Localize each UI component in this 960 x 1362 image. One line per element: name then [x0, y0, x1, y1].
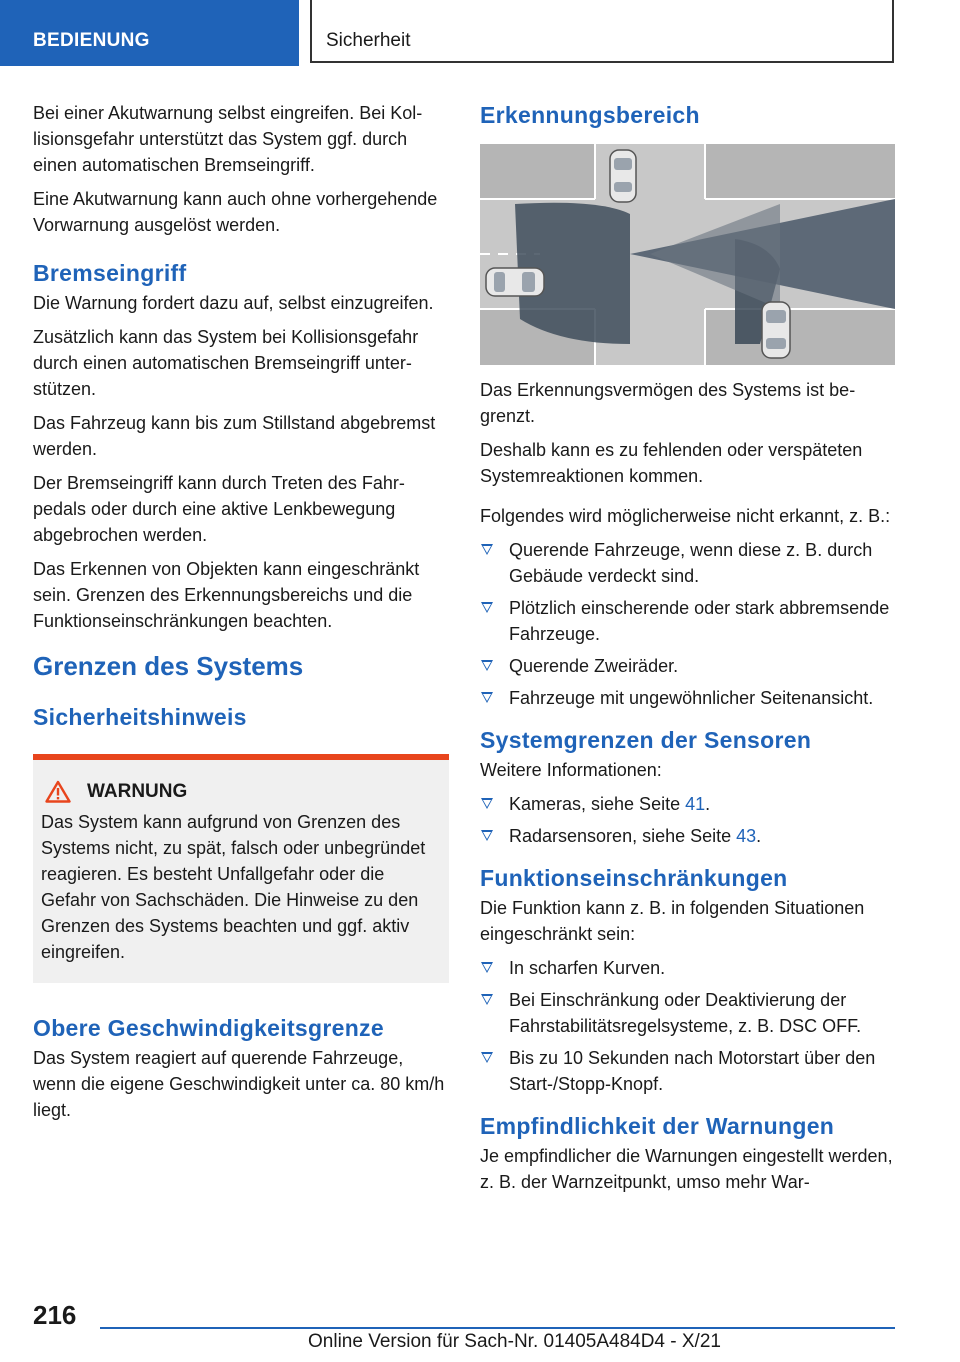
- triangle-bullet-icon: [481, 602, 493, 613]
- not-detected-list: [480, 537, 898, 711]
- list-item: Plötzlich einscherende oder stark abbremsende Fahrzeuge.: [480, 595, 898, 647]
- detection-paragraph: Das Erkennungsvermögen des Systems ist begrenzt.: [480, 380, 856, 426]
- left-column: [33, 100, 449, 1131]
- section-heading-sensoren: Systemgrenzen der Sensoren: [480, 727, 812, 753]
- triangle-bullet-icon: [481, 544, 493, 555]
- brake-paragraph: Zusätzlich kann das System bei Kollisionsgefahr durch einen automatischen Bremseingriff unterstützen.: [33, 327, 419, 399]
- right-column: [480, 100, 898, 1203]
- list-item: Querende Zweiräder.: [480, 653, 898, 679]
- list-item: Bis zu 10 Sekunden nach Motorstart über den Start-/Stopp-Knopf.: [480, 1045, 898, 1097]
- detection-paragraph: Deshalb kann es zu fehlenden oder verspäteten Systemreaktionen kommen.: [480, 440, 863, 486]
- triangle-bullet-icon: [481, 962, 493, 973]
- brake-paragraph: Der Bremseingriff kann durch Treten des Fahrpedals oder durch eine aktive Lenkbewegung abgebrochen werden.: [33, 473, 405, 545]
- page-link-kameras[interactable]: 41: [685, 794, 706, 814]
- triangle-bullet-icon: [481, 994, 493, 1005]
- list-item: Kameras, siehe Seite 41.: [480, 791, 898, 817]
- page-number: 216: [33, 1300, 77, 1330]
- sensitivity-paragraph: Je empfindlicher die Warnungen eingestellt werden, z. B. der Warnzeitpunkt, umso mehr War-: [480, 1146, 893, 1192]
- brake-paragraph: Die Warnung fordert dazu auf, selbst einzugreifen.: [33, 293, 434, 313]
- brake-paragraph: Das Erkennen von Objekten kann eingeschränkt sein. Grenzen des Erkennungsbereichs und die Funktionseinschränkungen beachten.: [33, 559, 420, 631]
- func-list: [480, 955, 898, 1097]
- list-item: Bei Einschränkung oder Deaktivierung der Fahrstabilitätsregelsysteme, z. B. DSC OFF.: [480, 987, 898, 1039]
- list-item: Fahrzeuge mit ungewöhnlicher Seitenansicht.: [480, 685, 898, 711]
- detection-area-illustration: [480, 144, 895, 365]
- triangle-bullet-icon: [481, 660, 493, 671]
- warning-text: Das System kann aufgrund von Grenzen des Systems nicht, zu spät, falsch oder unbegründet reagieren. Es besteht Unfallgefahr oder die Gefahr von Sachschäden. Die Hinweise zu den Grenzen des Systems beachten und ggf. aktiv eingreifen.: [41, 812, 426, 962]
- footer-divider: [100, 1327, 895, 1329]
- header-section-label: BEDIENUNG: [33, 30, 150, 51]
- header-chapter-label: Sicherheit: [326, 30, 411, 51]
- triangle-bullet-icon: [481, 692, 493, 703]
- warning-box: [33, 754, 449, 983]
- page-link-radarsensoren[interactable]: 43: [736, 826, 757, 846]
- header-section-tab: [0, 0, 299, 66]
- section-heading-grenzen: Grenzen des Systems: [33, 651, 304, 681]
- func-intro: Die Funktion kann z. B. in folgenden Situationen eingeschränkt sein:: [480, 898, 865, 944]
- triangle-bullet-icon: [481, 1052, 493, 1063]
- brake-paragraph: Das Fahrzeug kann bis zum Stillstand abgebremst werden.: [33, 413, 436, 459]
- section-heading-bremseingriff: Bremseingriff: [33, 260, 187, 286]
- footer-online-version: Online Version für Sach-Nr. 01405A484D4 - X/21: [308, 1331, 721, 1352]
- section-heading-erkennungsbereich: Erkennungsbereich: [480, 102, 700, 128]
- list-item: Radarsensoren, siehe Seite 43.: [480, 823, 898, 849]
- car-top: [610, 150, 636, 202]
- detection-paragraph: Folgendes wird möglicherweise nicht erkannt, z. B.:: [480, 506, 891, 526]
- sensor-intro: Weitere Informationen:: [480, 760, 662, 780]
- car-own: [762, 302, 790, 358]
- section-heading-sicherheitshinweis: Sicherheitshinweis: [33, 704, 247, 730]
- section-heading-funktionseinschraenkungen: Funktionseinschränkungen: [480, 865, 788, 891]
- list-item: In scharfen Kurven.: [480, 955, 898, 981]
- list-item: Querende Fahrzeuge, wenn diese z. B. durch Gebäude verdeckt sind.: [480, 537, 898, 589]
- intro-paragraph: Eine Akutwarnung kann auch ohne vorhergehende Vorwarnung ausgelöst werden.: [33, 189, 438, 235]
- section-heading-empfindlichkeit: Empfindlichkeit der Warnungen: [480, 1113, 835, 1139]
- triangle-bullet-icon: [481, 798, 493, 809]
- car-left: [486, 268, 544, 296]
- header-chapter-tab: [310, 0, 894, 63]
- section-heading-geschwindigkeitsgrenze: Obere Geschwindigkeitsgrenze: [33, 1015, 384, 1041]
- warning-triangle-icon: [45, 780, 71, 803]
- speed-paragraph: Das System reagiert auf querende Fahrzeuge, wenn die eigene Geschwindigkeit unter ca. 80 km/h liegt.: [33, 1048, 445, 1120]
- sensor-list: [480, 791, 898, 849]
- intro-paragraph: Bei einer Akutwarnung selbst eingreifen. Bei Kollisionsgefahr unterstützt das System ggf. durch einen automatischen Bremseingriff.: [33, 103, 423, 175]
- warning-title: WARNUNG: [87, 780, 188, 802]
- triangle-bullet-icon: [481, 830, 493, 841]
